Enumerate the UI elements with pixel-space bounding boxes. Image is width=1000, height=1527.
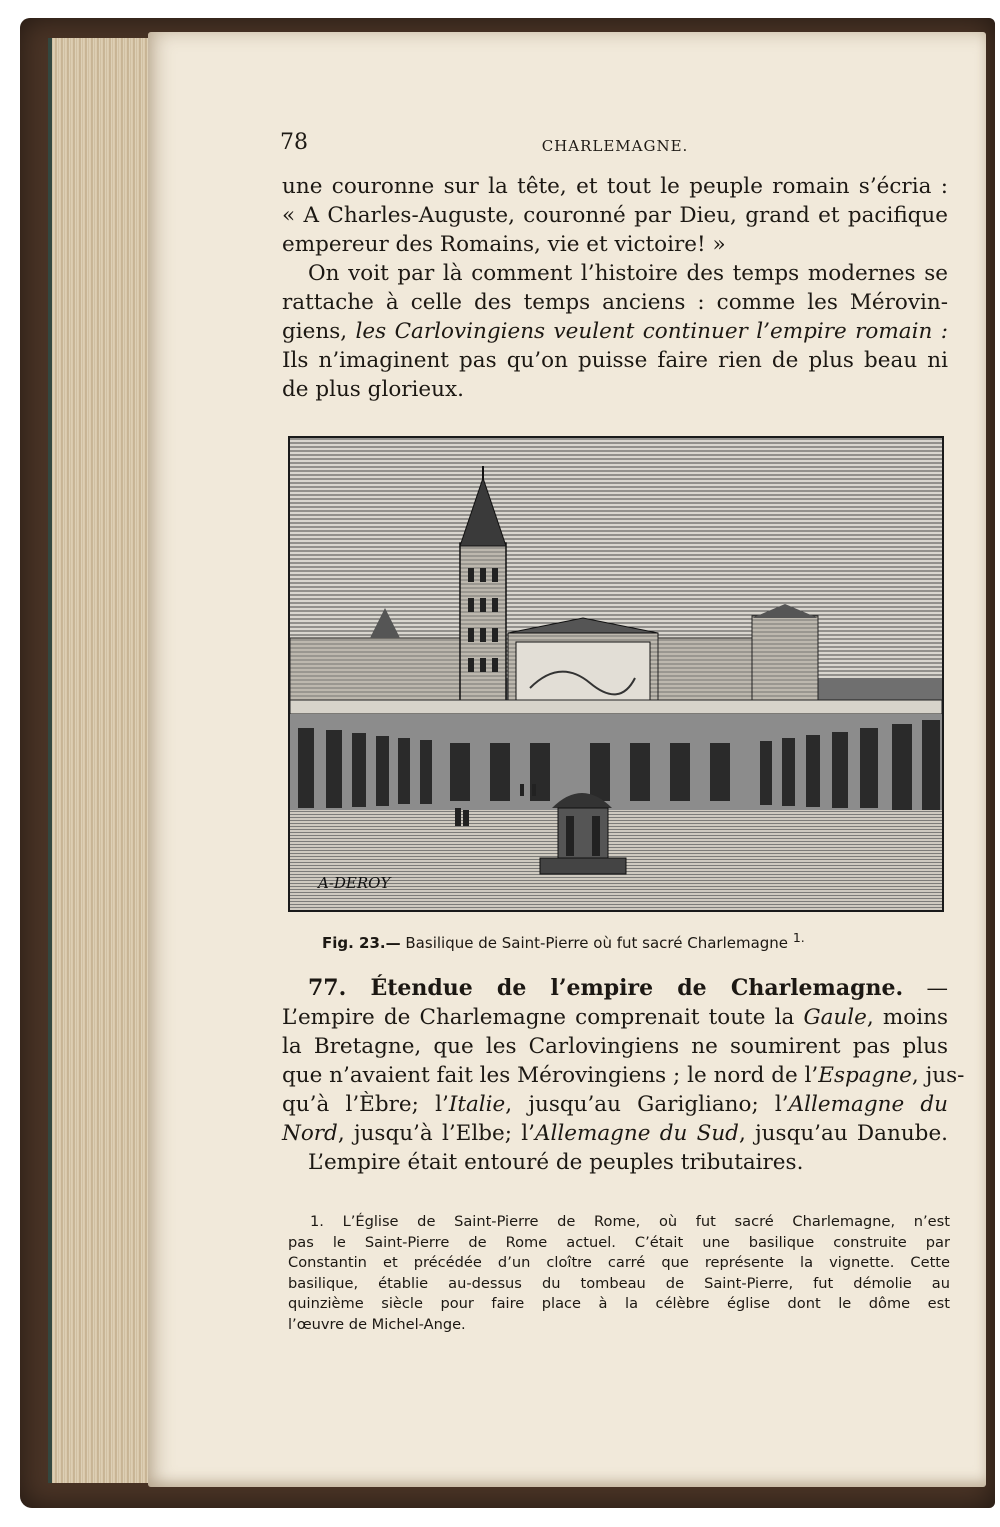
section-heading: 77. Étendue de l’empire de Charlemagne.: [308, 975, 904, 1001]
text-line: empereur des Romains, vie et victoire! »: [282, 232, 726, 257]
italic-text-run: Espagne: [818, 1063, 912, 1088]
page-header: [280, 130, 950, 160]
facade-mosaic: [516, 642, 650, 704]
text-line: une couronne sur la tête, et tout le peuple romain s’écria :: [282, 174, 948, 199]
text-line: On voit par là comment l’histoire des temps modernes se: [308, 261, 948, 286]
caption-text: Basilique de Saint-Pierre où fut sacré Charlemagne: [400, 934, 793, 952]
text-run: L’empire de Charlemagne comprenait toute la: [282, 1005, 804, 1030]
page-edges: [48, 38, 162, 1483]
text-line: rattache à celle des temps anciens : comme les Mérovin-: [282, 290, 948, 315]
italic-text-run: Italie: [448, 1092, 506, 1117]
footnote-line: basilique, établie au-dessus du tombeau de Saint-Pierre, fut démolie au: [288, 1274, 950, 1292]
text-line: « A Charles-Auguste, couronné par Dieu, grand et pacifique: [282, 203, 948, 228]
footnote-line: 1. L’Église de Saint-Pierre de Rome, où fut sacré Charlemagne, n’est: [310, 1213, 950, 1230]
engraving-illustration: [290, 438, 942, 910]
italic-text-run: Nord: [282, 1121, 338, 1146]
left-building: [290, 638, 470, 708]
text-run: , jusqu’au Danube.: [738, 1121, 948, 1146]
paragraph-coronation: [282, 172, 948, 259]
section-77: [282, 974, 965, 1177]
text-line: [282, 1119, 948, 1148]
text-line: [282, 1003, 948, 1032]
text-run: , jusqu’au Garigliano; l’: [505, 1092, 789, 1117]
paragraph-carolingians: [282, 259, 948, 404]
figure-label: Fig. 23.—: [322, 934, 401, 952]
text-run: , moins: [866, 1005, 948, 1030]
text-run: qu’à l’Èbre; l’: [282, 1092, 449, 1117]
text-line: [282, 1061, 965, 1090]
text-line: de plus glorieux.: [282, 377, 464, 402]
figure-caption: [322, 930, 922, 952]
text-run: que n’avaient fait les Mérovingiens ; le nord de l’: [282, 1063, 819, 1088]
text-line: Ils n’imaginent pas qu’on puisse faire rien de plus beau ni: [282, 348, 948, 373]
text-line: la Bretagne, que les Carlovingiens ne soumirent pas plus: [282, 1034, 948, 1059]
italic-text-run: les Carlovingiens veulent continuer l’empire romain :: [355, 319, 948, 344]
caption-note-marker: 1.: [792, 930, 805, 945]
page-number: 78: [280, 130, 308, 155]
italic-text-run: Gaule: [803, 1005, 867, 1030]
footnote-line: l’œuvre de Michel-Ange.: [288, 1315, 466, 1333]
text-line: [282, 1090, 948, 1119]
right-tower: [752, 616, 818, 713]
running-title: CHARLEMAGNE.: [541, 137, 689, 155]
footnote-line: Constantin et précédée d’un cloître carré que représente la vignette. Cette: [288, 1254, 950, 1271]
text-run: giens,: [282, 319, 356, 344]
text-line: L’empire était entouré de peuples tributaires.: [308, 1150, 804, 1175]
heading-dash: —: [903, 976, 948, 1001]
italic-text-run: Allemagne du: [788, 1092, 948, 1117]
text-run: , jus-: [911, 1063, 965, 1088]
footnote-line: quinzième siècle pour faire place à la célèbre église dont le dôme est: [288, 1295, 950, 1312]
text-run: , jusqu’à l’Elbe; l’: [337, 1121, 535, 1146]
text-line: [282, 317, 948, 346]
italic-text-run: Allemagne du Sud: [534, 1121, 739, 1146]
section-heading-line: [282, 974, 948, 1003]
engraver-signature: A-DEROY: [318, 874, 391, 892]
footnote: [288, 1212, 950, 1335]
engraving-basilica-saint-pierre: [288, 436, 944, 912]
footnote-line: pas le Saint-Pierre de Rome actuel. C’était une basilique construite par: [288, 1233, 950, 1251]
